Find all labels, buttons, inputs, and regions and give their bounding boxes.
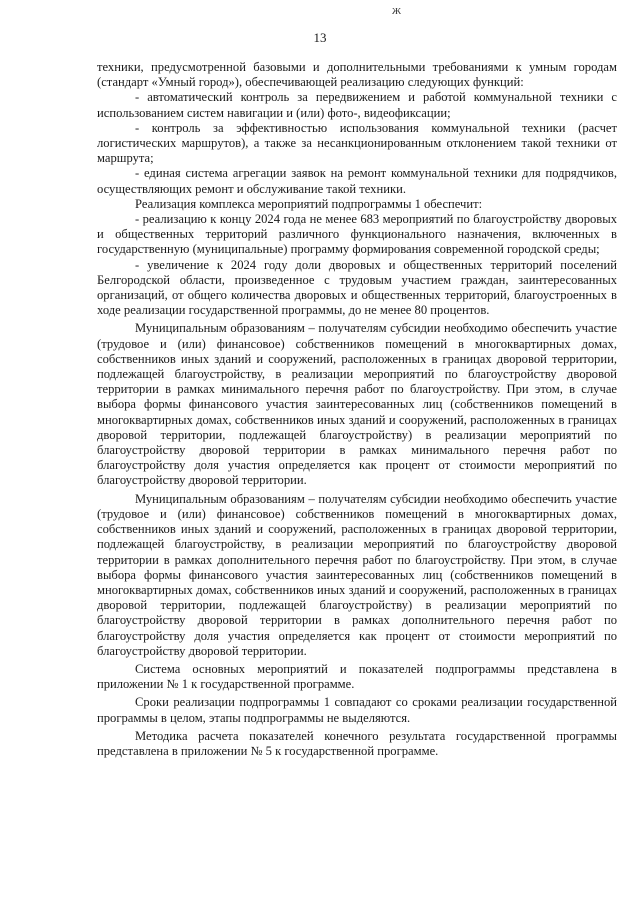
paragraph-continuation: техники, предусмотренной базовыми и дополнительными требованиями к умным городам (стандарт «Умный город»), обеспечивающей реализацию следующих функций: [97, 60, 617, 90]
list-item-683-activities: - реализацию к концу 2024 года не менее 683 мероприятий по благоустройству дворовых и общественных территорий различного функционального назначения, включенных в государственную (муниципальные) программу формирования современной городской среды; [97, 212, 617, 257]
document-body [97, 60, 617, 759]
paragraph-minimal-list: Муниципальным образованиям – получателям субсидии необходимо обеспечить участие (трудовое и (или) финансовое) собственников помещений в многоквартирных домах, собственников иных зданий и сооружений, расположенных в границах дворовой территории, подлежащей благоустройству, в реализации мероприятий по благоустройству дворовой территории в рамках минимального перечня работ по благоустройству. При этом, в случае выбора формы финансового участия заинтересованных лиц (собственников помещений в многоквартирных домах, собственников иных зданий и сооружений, расположенных в границах дворовой территории, подлежащей благоустройству) в реализации мероприятий по благоустройству дворовой территории в рамках минимального перечня работ по благоустройству доля участия определяется как процент от стоимости мероприятий по благоустройству дворовой территории. [97, 321, 617, 488]
paragraph-timeframe: Сроки реализации подпрограммы 1 совпадают со сроками реализации государственной программы в целом, этапы подпрограммы не выделяются. [97, 695, 617, 725]
list-item-auto-control: - автоматический контроль за передвижением и работой коммунальной техники с использованием систем навигации и (или) фото-, видеофиксации; [97, 90, 617, 120]
handwritten-mark: ж [392, 2, 401, 17]
paragraph-methodology: Методика расчета показателей конечного результата государственной программы представлена в приложении № 5 к государственной программе. [97, 728, 617, 758]
paragraph-subprogram-results: Реализация комплекса мероприятий подпрограммы 1 обеспечит: [135, 196, 483, 211]
page-number: 13 [313, 30, 327, 45]
paragraph-indicators-system: Система основных мероприятий и показателей подпрограммы представлена в приложении № 1 к государственной программе. [97, 661, 617, 692]
list-item-request-aggregation: - единая система агрегации заявок на ремонт коммунальной техники для подрядчиков, осуществляющих ремонт и обслуживание такой техники. [97, 166, 617, 196]
list-item-efficiency-control: - контроль за эффективностью использования коммунальной техники (расчет логистических маршрутов), а также за несанкционированным отклонением такой техники от маршрута; [97, 120, 617, 166]
list-item-share-increase: - увеличение к 2024 году доли дворовых и общественных территорий поселений Белгородской области, произведенное с трудовым участием граждан, заинтересованных организаций, от общего количества дворовых и общественных территорий, благоустроенных в ходе реализации государственной программы, до не менее 80 процентов. [97, 257, 617, 318]
paragraph-additional-list: Муниципальным образованиям – получателям субсидии необходимо обеспечить участие (трудовое и (или) финансовое) собственников помещений в многоквартирных домах, собственников иных зданий и сооружений, расположенных в границах дворовой территории, подлежащей благоустройству, в реализации мероприятий по благоустройству дворовой территории в рамках дополнительного перечня работ по благоустройству. При этом, в случае выбора формы финансового участия заинтересованных лиц (собственников помещений в многоквартирных домах, собственников иных зданий и сооружений, расположенных в границах дворовой территории, подлежащей благоустройству) в реализации мероприятий по благоустройству дворовой территории в рамках дополнительного перечня работ по благоустройству доля участия определяется как процент от стоимости мероприятий по благоустройству дворовой территории. [97, 491, 617, 658]
